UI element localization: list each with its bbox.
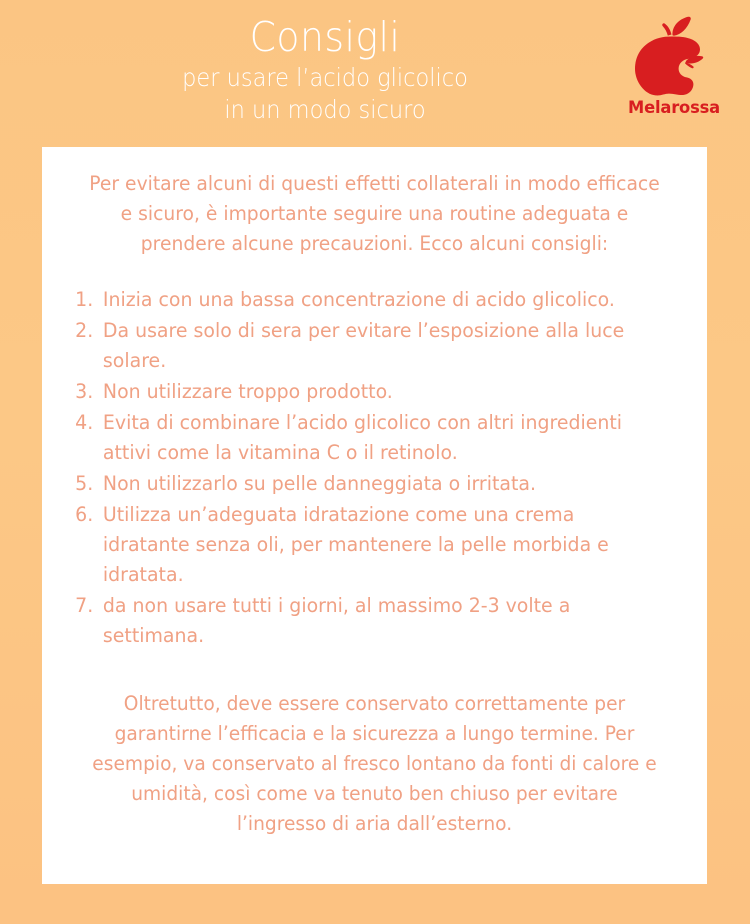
melarossa-wordmark: Melarossa xyxy=(628,98,720,118)
list-item-text: Inizia con una bassa concentrazione di acido glicolico. xyxy=(102,288,615,311)
list-item-text: Utilizza un’adeguata idratazione come una crema idratante senza oli, per mantenere la pelle morbida e idratata. xyxy=(102,503,609,586)
list-item-number: 2. xyxy=(75,319,94,342)
list-item-text: Evita di combinare l’acido glicolico con altri ingredienti attivi come la vitamina C o il retinolo. xyxy=(102,411,623,464)
list-item xyxy=(68,408,663,468)
list-item xyxy=(68,285,663,315)
list-item xyxy=(68,316,663,376)
melarossa-logo xyxy=(618,16,730,128)
list-item-number: 7. xyxy=(75,594,94,617)
list-item-text: da non usare tutti i giorni, al massimo 2-3 volte a settimana. xyxy=(102,594,571,647)
page-subtitle-line-1: per usare l’acido glicolico xyxy=(182,63,468,92)
header-text-block xyxy=(40,12,610,126)
list-item-number: 6. xyxy=(75,503,94,526)
page-subtitle-line-2: in un modo sicuro xyxy=(224,95,426,124)
red-apple-icon xyxy=(631,16,717,96)
intro-paragraph: Per evitare alcuni di questi effetti collaterali in modo efficace e sicuro, è importante seguire una routine adeguata e prendere alcune precauzioni. Ecco alcuni consigli: xyxy=(89,172,660,255)
list-item-number: 3. xyxy=(75,380,94,403)
list-item xyxy=(68,500,663,590)
list-item-text: Non utilizzare troppo prodotto. xyxy=(102,380,393,403)
list-item-number: 5. xyxy=(75,472,94,495)
tips-list xyxy=(68,285,681,651)
list-item-number: 4. xyxy=(75,411,94,434)
list-item-text: Non utilizzarlo su pelle danneggiata o irritata. xyxy=(102,472,536,495)
poster-header xyxy=(0,0,750,147)
list-item-number: 1. xyxy=(75,288,94,311)
page-title: Consigli xyxy=(249,13,401,61)
content-card xyxy=(42,147,707,884)
list-item-text: Da usare solo di sera per evitare l’esposizione alla luce solare. xyxy=(102,319,625,372)
list-item xyxy=(68,377,663,407)
list-item xyxy=(68,591,663,651)
outro-paragraph: Oltretutto, deve essere conservato correttamente per garantirne l’efficacia e la sicurezza a lungo termine. Per esempio, va conservato al fresco lontano da fonti di calore e umidità, così come va tenuto ben chiuso per evitare l’ingresso di aria dall’esterno. xyxy=(92,692,657,835)
list-item xyxy=(68,469,663,499)
